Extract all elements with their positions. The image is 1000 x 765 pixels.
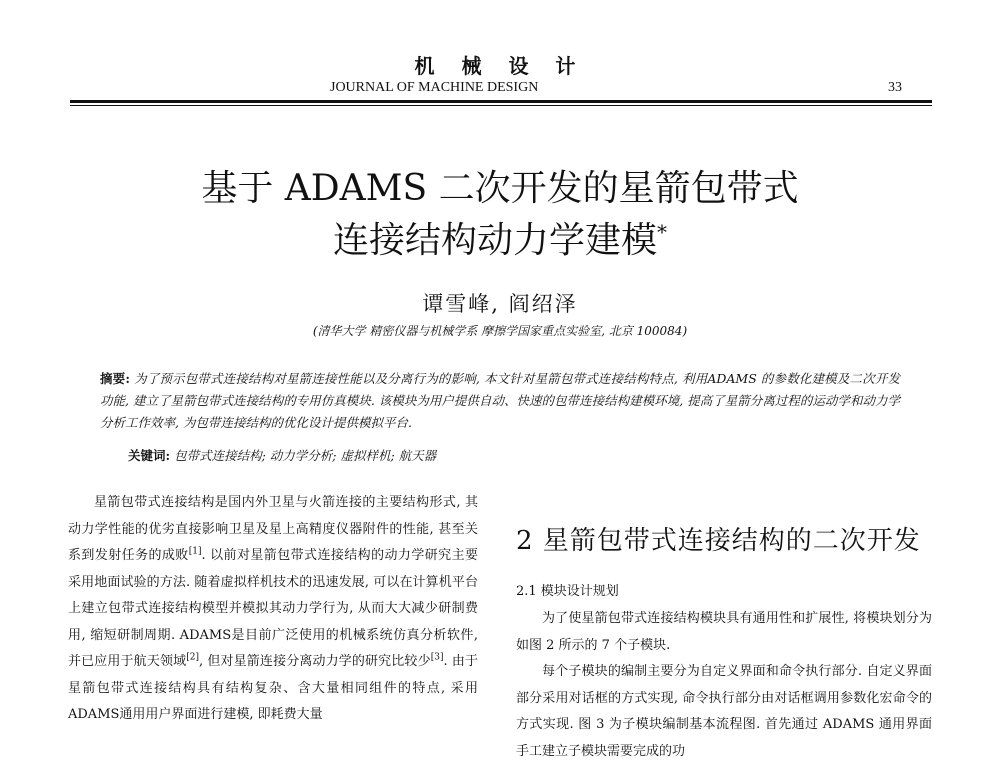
affiliation: (清华大学 精密仪器与机械学系 摩擦学国家重点实验室, 北京 100084) [312,324,688,338]
citation-ref: [1] [188,546,202,557]
body-paragraph: 为了使星箭包带式连接结构模块具有通用性和扩展性, 将模块划分为如图 2 所示的 7 个子模块. [516,611,932,653]
paper-title-line-2-text: 连接结构动力学建模 [332,220,657,261]
subsection-heading: 2.1 模块设计规划 [516,584,619,599]
body-paragraph: 每个子模块的编制主要分为自定义界面和命令执行部分. 自定义界面部分采用对话框的方式实现, 命令执行部分由对话框调用参数化宏命令的方式实现. 图 3 为子模块编制基本流程图. 首先通过 ADAMS 通用界面手工建立子模块需要完成的功 [516,664,932,759]
citation-ref: [2] [186,652,199,663]
keywords-text: 包带式连接结构; 动力学分析; 虚拟样机; 航天器 [174,448,437,463]
page-number: 33 [888,80,902,95]
body-text: 星箭包带式连接结构是国内外卫星与火箭连接的主要结构形式, 其动力学性能的优劣直接影响卫星及星上高精度仪器附件的性能, 甚至关系到发射任务的成败 [68,495,478,563]
header-rule-thick [70,100,932,103]
section-heading: 2 星箭包带式连接结构的二次开发 [516,526,921,556]
abstract [100,368,900,434]
citation-ref: [3] [430,652,444,663]
paper-title-line-2 [0,212,1000,263]
body-left-column [68,490,478,729]
keywords [128,446,436,464]
body-text: , 但对星箭连接分离动力学的研究比较少 [198,654,431,669]
title-footnote-marker: * [657,220,667,244]
body-text: . 由于星箭包带式连接结构具有结构复杂、含大量相同组件的特点, 采用ADAMS通用用户界面进行建模, 即耗费大量 [68,654,478,722]
abstract-text: 为了预示包带式连接结构对星箭连接性能以及分离行为的影响, 本文针对星箭包带式连接结构特点, 利用ADAMS 的参数化建模及二次开发功能, 建立了星箭包带式连接结构的专用仿真模块. 该模块为用户提供自动、快速的包带连接结构建模环境, 提高了星箭分离过程的运动学和动力学分析工作效率, 为包带连接结构的优化设计提供模拟平台. [100,371,900,430]
body-text: . 以前对星箭包带式连接结构的动力学研究主要采用地面试验的方法. 随着虚拟样机技术的迅速发展, 可以在计算机平台上建立包带式连接结构模型并模拟其动力学行为, 从而大大减少研制费用, 缩短研制周期. ADAMS是目前广泛使用的机械系统仿真分析软件, 并已应用于航天领域 [68,548,478,669]
journal-title-en: JOURNAL OF MACHINE DESIGN [330,80,539,95]
paper-title-line-1: 基于 ADAMS 二次开发的星箭包带式 [201,168,799,209]
keywords-label: 关键词: [128,448,171,463]
body-right-column [516,606,932,765]
authors: 谭雪峰, 阎绍泽 [422,292,578,316]
body-paragraph [68,490,478,729]
abstract-label: 摘要: [100,371,130,386]
header-rule-thin [70,105,932,106]
journal-title-cn: 机 械 设 计 [414,54,586,78]
